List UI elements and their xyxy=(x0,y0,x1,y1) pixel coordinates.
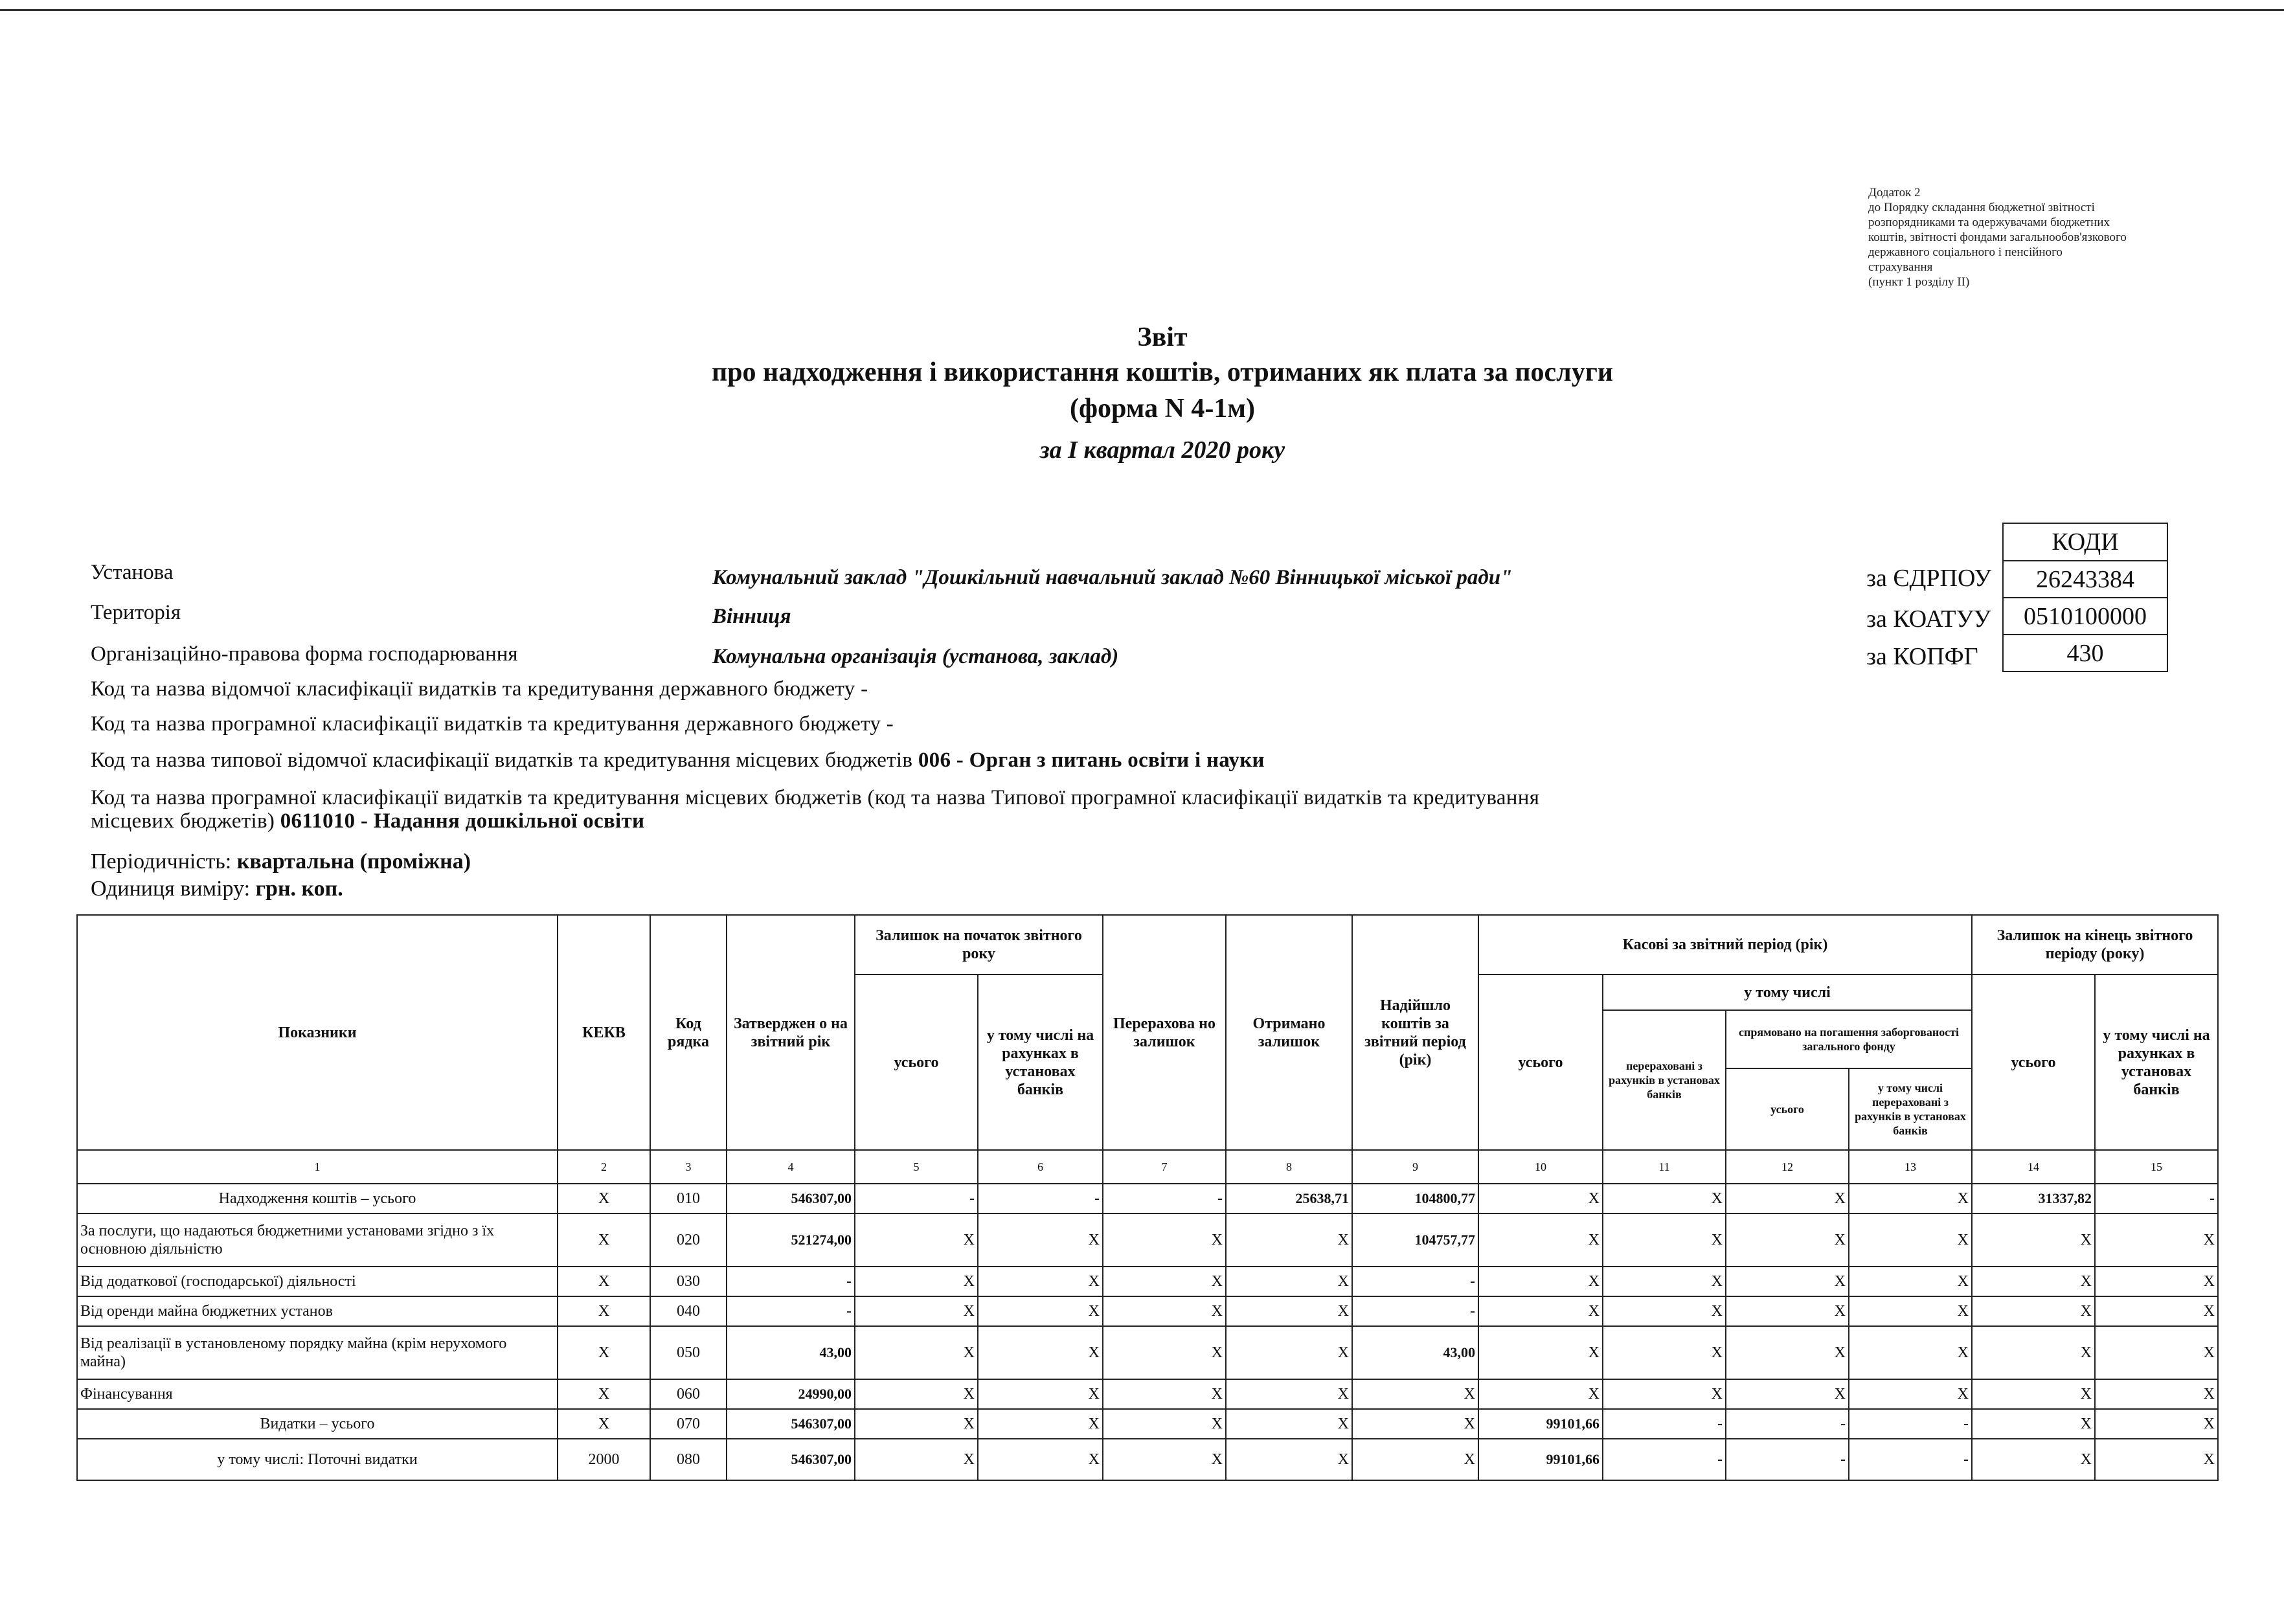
cell-c6: X xyxy=(978,1379,1103,1409)
cell-c10: 99101,66 xyxy=(1478,1409,1603,1439)
unit-line xyxy=(91,875,471,903)
cell-c5: X xyxy=(855,1213,978,1267)
col-number: 11 xyxy=(1603,1150,1726,1184)
col-number: 12 xyxy=(1726,1150,1849,1184)
classification-row-4-text: місцевих бюджетів) xyxy=(91,809,280,833)
table-row xyxy=(77,1213,2218,1267)
cell-c11: X xyxy=(1603,1326,1726,1379)
cell-c5: X xyxy=(855,1296,978,1326)
cell-c11: X xyxy=(1603,1379,1726,1409)
cell-c4: 43,00 xyxy=(727,1326,855,1379)
header-row-code: Код рядка xyxy=(650,915,727,1150)
cell-c13: X xyxy=(1849,1379,1972,1409)
row-kekv: X xyxy=(558,1213,650,1267)
cell-c9: 104757,77 xyxy=(1352,1213,1478,1267)
cell-c12: - xyxy=(1726,1439,1849,1480)
report-title-block xyxy=(0,321,2284,464)
cell-c9: X xyxy=(1352,1379,1478,1409)
cell-c6: X xyxy=(978,1409,1103,1439)
cell-c15: X xyxy=(2095,1409,2218,1439)
cell-c14: X xyxy=(1972,1267,2095,1296)
appendix-note xyxy=(1868,185,2231,289)
meta-value-institution: Комунальний заклад "Дошкільний навчальний заклад №60 Вінницької міської ради" xyxy=(712,566,1513,589)
table-row xyxy=(77,1296,2218,1326)
cell-c6: - xyxy=(978,1184,1103,1213)
header-col11-transferred: перераховані з рахунків в установах банків xyxy=(1603,1010,1726,1150)
header-debt-group xyxy=(1726,1010,1972,1150)
cell-c11: X xyxy=(1603,1296,1726,1326)
cell-c9: X xyxy=(1352,1409,1478,1439)
row-name: Надходження коштів – усього xyxy=(77,1184,558,1213)
table-row xyxy=(77,1267,2218,1296)
cell-c14: X xyxy=(1972,1213,2095,1267)
cell-c14: X xyxy=(1972,1326,2095,1379)
header-indicators: Показники xyxy=(77,915,558,1150)
col-number: 8 xyxy=(1226,1150,1352,1184)
cell-c15: X xyxy=(2095,1267,2218,1296)
col-number: 15 xyxy=(2095,1150,2218,1184)
cell-c4: - xyxy=(727,1296,855,1326)
meta-value-territory: Вінниця xyxy=(712,605,791,628)
header-col14-total: усього xyxy=(1972,975,2095,1150)
header-col12-total: усього xyxy=(1726,1069,1849,1149)
cell-c8: X xyxy=(1226,1213,1352,1267)
cell-c8: X xyxy=(1226,1267,1352,1296)
header-col6-banks: у тому числі на рахунках в установах банків xyxy=(978,975,1103,1150)
cell-c4: 546307,00 xyxy=(727,1439,855,1480)
row-name: Видатки – усього xyxy=(77,1409,558,1439)
meta-label-territory: Територія xyxy=(91,601,181,624)
row-name: Фінансування xyxy=(77,1379,558,1409)
header-col15-banks: у тому числі на рахунках в установах банків xyxy=(2095,975,2218,1150)
cell-c8: X xyxy=(1226,1439,1352,1480)
classification-row-4-line-2 xyxy=(91,809,644,833)
report-period: за I квартал 2020 року xyxy=(1039,436,1285,464)
cell-c6: X xyxy=(978,1439,1103,1480)
cell-c8: X xyxy=(1226,1409,1352,1439)
header-col5-total: усього xyxy=(855,975,978,1150)
cell-c14: 31337,82 xyxy=(1972,1184,2095,1213)
cell-c15: X xyxy=(2095,1326,2218,1379)
cell-c12: X xyxy=(1726,1326,1849,1379)
report-form-number: (форма N 4-1м) xyxy=(1069,394,1255,423)
cell-c9: - xyxy=(1352,1267,1478,1296)
header-balance-start: Залишок на початок звітного року xyxy=(855,915,1103,975)
cell-c7: - xyxy=(1103,1184,1226,1213)
column-number-row xyxy=(77,1150,2218,1184)
row-code: 060 xyxy=(650,1379,727,1409)
cell-c5: X xyxy=(855,1409,978,1439)
row-kekv: X xyxy=(558,1184,650,1213)
header-debt: спрямовано на погашення заборгованості загального фонду xyxy=(1726,1011,1971,1069)
cell-c8: X xyxy=(1226,1296,1352,1326)
appendix-line: коштів, звітності фондами загальнообов'язкового xyxy=(1868,231,2127,244)
header-cash: Касові за звітний період (рік) xyxy=(1478,915,1972,975)
header-col10-total: усього xyxy=(1478,975,1603,1150)
cell-c14: X xyxy=(1972,1379,2095,1409)
header-col13-incl: у тому числі перераховані з рахунків в установах банків xyxy=(1855,1081,1966,1137)
cell-c4: - xyxy=(727,1267,855,1296)
header-kekv: КЕКВ xyxy=(558,915,650,1150)
cell-c10: X xyxy=(1478,1379,1603,1409)
cell-c12: - xyxy=(1726,1409,1849,1439)
col-number: 13 xyxy=(1849,1150,1972,1184)
header-incl: у тому числі xyxy=(1603,975,1972,1010)
cell-c5: X xyxy=(855,1267,978,1296)
cell-c7: X xyxy=(1103,1326,1226,1379)
row-kekv: X xyxy=(558,1326,650,1379)
classification-row-3-text: Код та назва типової відомчої класифікації видатків та кредитування місцевих бюджетів xyxy=(91,749,918,772)
cell-c13: X xyxy=(1849,1326,1972,1379)
cell-c11: X xyxy=(1603,1267,1726,1296)
cell-c9: 43,00 xyxy=(1352,1326,1478,1379)
cell-c9: 104800,77 xyxy=(1352,1184,1478,1213)
cell-c5: X xyxy=(855,1439,978,1480)
cell-c4: 521274,00 xyxy=(727,1213,855,1267)
cell-c13: X xyxy=(1849,1213,1972,1267)
cell-c13: - xyxy=(1849,1439,1972,1480)
row-kekv: X xyxy=(558,1267,650,1296)
row-code: 080 xyxy=(650,1439,727,1480)
classification-row-3-value: 006 - Орган з питань освіти і науки xyxy=(918,749,1265,772)
appendix-line: державного соціального і пенсійного xyxy=(1868,245,2063,259)
header-income: Надійшло коштів за звітний період (рік) xyxy=(1352,915,1478,1150)
col-number: 1 xyxy=(77,1150,558,1184)
col-number: 6 xyxy=(978,1150,1103,1184)
row-code: 070 xyxy=(650,1409,727,1439)
cell-c11: X xyxy=(1603,1213,1726,1267)
code-label-koatuu: за КОАТУУ xyxy=(1866,605,1991,633)
periodicity-line xyxy=(91,848,471,875)
cell-c6: X xyxy=(978,1326,1103,1379)
report-subtitle: про надходження і використання коштів, отриманих як плата за послуги xyxy=(711,357,1613,387)
cell-c8: 25638,71 xyxy=(1226,1184,1352,1213)
meta-label-legal-form: Організаційно-правова форма господарювання xyxy=(91,642,518,666)
cell-c10: 99101,66 xyxy=(1478,1439,1603,1480)
col-number: 4 xyxy=(727,1150,855,1184)
header-balance-end: Залишок на кінець звітного періоду (року) xyxy=(1972,915,2218,975)
table-row xyxy=(77,1379,2218,1409)
row-kekv: 2000 xyxy=(558,1439,650,1480)
header-debt-subcols xyxy=(1726,1069,1971,1149)
appendix-line: до Порядку складання бюджетної звітності xyxy=(1868,201,2095,214)
appendix-line: розпорядниками та одержувачами бюджетних xyxy=(1868,216,2110,229)
row-code: 030 xyxy=(650,1267,727,1296)
cell-c10: X xyxy=(1478,1296,1603,1326)
col-number: 3 xyxy=(650,1150,727,1184)
header-received: Отримано залишок xyxy=(1226,915,1352,1150)
header-approved: Затверджен о на звітний рік xyxy=(727,915,855,1150)
cell-c15: X xyxy=(2095,1439,2218,1480)
table-row xyxy=(77,1409,2218,1439)
code-koatuu: 0510100000 xyxy=(2003,598,2167,635)
cell-c4: 546307,00 xyxy=(727,1409,855,1439)
cell-c5: X xyxy=(855,1326,978,1379)
cell-c7: X xyxy=(1103,1296,1226,1326)
cell-c7: X xyxy=(1103,1439,1226,1480)
cell-c11: - xyxy=(1603,1409,1726,1439)
top-rule xyxy=(0,9,2284,11)
cell-c11: X xyxy=(1603,1184,1726,1213)
cell-c11: - xyxy=(1603,1439,1726,1480)
cell-c4: 546307,00 xyxy=(727,1184,855,1213)
classification-row-4-value: 0611010 - Надання дошкільної освіти xyxy=(280,809,645,833)
row-name: у тому числі: Поточні видатки xyxy=(77,1439,558,1480)
cell-c5: X xyxy=(855,1379,978,1409)
row-name: Від оренди майна бюджетних установ xyxy=(77,1296,558,1326)
cell-c7: X xyxy=(1103,1379,1226,1409)
cell-c15: - xyxy=(2095,1184,2218,1213)
cell-c10: X xyxy=(1478,1326,1603,1379)
row-name: Від додаткової (господарської) діяльності xyxy=(77,1267,558,1296)
meta-value-legal-form: Комунальна організація (установа, заклад) xyxy=(712,645,1119,668)
row-code: 020 xyxy=(650,1213,727,1267)
classification-row-3 xyxy=(91,749,1265,773)
cell-c7: X xyxy=(1103,1267,1226,1296)
cell-c10: X xyxy=(1478,1213,1603,1267)
classification-row-2: Код та назва програмної класифікації видатків та кредитування державного бюджету - xyxy=(91,712,894,736)
code-label-kopfg: за КОПФГ xyxy=(1866,643,1978,670)
report-table xyxy=(76,914,2219,1481)
periodicity-value: квартальна (проміжна) xyxy=(236,850,471,874)
cell-c10: X xyxy=(1478,1184,1603,1213)
row-kekv: X xyxy=(558,1379,650,1409)
cell-c15: X xyxy=(2095,1296,2218,1326)
appendix-line: Додаток 2 xyxy=(1868,186,1921,199)
report-title: Звіт xyxy=(1137,322,1188,352)
table-row xyxy=(77,1184,2218,1213)
appendix-line: (пункт 1 розділу II) xyxy=(1868,275,1970,289)
cell-c10: X xyxy=(1478,1267,1603,1296)
cell-c12: X xyxy=(1726,1213,1849,1267)
periodicity-label: Періодичність: xyxy=(91,850,237,874)
meta-label-institution: Установа xyxy=(91,561,174,584)
cell-c5: - xyxy=(855,1184,978,1213)
cell-c6: X xyxy=(978,1296,1103,1326)
cell-c13: X xyxy=(1849,1184,1972,1213)
codes-table xyxy=(2002,523,2168,672)
cell-c13: X xyxy=(1849,1296,1972,1326)
unit-value: грн. коп. xyxy=(255,877,343,901)
cell-c12: X xyxy=(1726,1379,1849,1409)
cell-c12: X xyxy=(1726,1184,1849,1213)
cell-c8: X xyxy=(1226,1326,1352,1379)
cell-c14: X xyxy=(1972,1439,2095,1480)
cell-c9: - xyxy=(1352,1296,1478,1326)
cell-c14: X xyxy=(1972,1409,2095,1439)
table-body xyxy=(77,1184,2218,1480)
row-code: 040 xyxy=(650,1296,727,1326)
col-number: 2 xyxy=(558,1150,650,1184)
row-code: 050 xyxy=(650,1326,727,1379)
col-number: 5 xyxy=(855,1150,978,1184)
cell-c7: X xyxy=(1103,1213,1226,1267)
cell-c15: X xyxy=(2095,1213,2218,1267)
header-transferred: Перерахова но залишок xyxy=(1103,915,1226,1150)
cell-c12: X xyxy=(1726,1296,1849,1326)
row-kekv: X xyxy=(558,1296,650,1326)
cell-c15: X xyxy=(2095,1379,2218,1409)
cell-c7: X xyxy=(1103,1409,1226,1439)
cell-c8: X xyxy=(1226,1379,1352,1409)
code-label-edrpou: за ЄДРПОУ xyxy=(1866,565,1992,592)
table-row xyxy=(77,1326,2218,1379)
cell-c6: X xyxy=(978,1267,1103,1296)
cell-c4: 24990,00 xyxy=(727,1379,855,1409)
cell-c12: X xyxy=(1726,1267,1849,1296)
cell-c14: X xyxy=(1972,1296,2095,1326)
periodicity-block xyxy=(91,848,471,903)
unit-label: Одиниця виміру: xyxy=(91,877,256,901)
code-kopfg: 430 xyxy=(2003,635,2167,671)
cell-c13: X xyxy=(1849,1267,1972,1296)
cell-c6: X xyxy=(978,1213,1103,1267)
cell-c9: X xyxy=(1352,1439,1478,1480)
classification-row-1: Код та назва відомчої класифікації видатків та кредитування державного бюджету - xyxy=(91,677,868,701)
col-number: 14 xyxy=(1972,1150,2095,1184)
codes-header: КОДИ xyxy=(2003,523,2167,561)
cell-c13: - xyxy=(1849,1409,1972,1439)
appendix-line: страхування xyxy=(1868,260,1933,274)
col-number: 9 xyxy=(1352,1150,1478,1184)
row-code: 010 xyxy=(650,1184,727,1213)
row-name: За послуги, що надаються бюджетними установами згідно з їх основною діяльністю xyxy=(77,1213,558,1267)
row-kekv: X xyxy=(558,1409,650,1439)
classification-row-4-line-1: Код та назва програмної класифікації видатків та кредитування місцевих бюджетів (код та назва Типової програмної класифікації видатків та кредитування xyxy=(91,786,1540,809)
row-name: Від реалізації в установленому порядку майна (крім нерухомого майна) xyxy=(77,1326,558,1379)
code-edrpou: 26243384 xyxy=(2003,561,2167,598)
col-number: 10 xyxy=(1478,1150,1603,1184)
col-number: 7 xyxy=(1103,1150,1226,1184)
table-row xyxy=(77,1439,2218,1480)
